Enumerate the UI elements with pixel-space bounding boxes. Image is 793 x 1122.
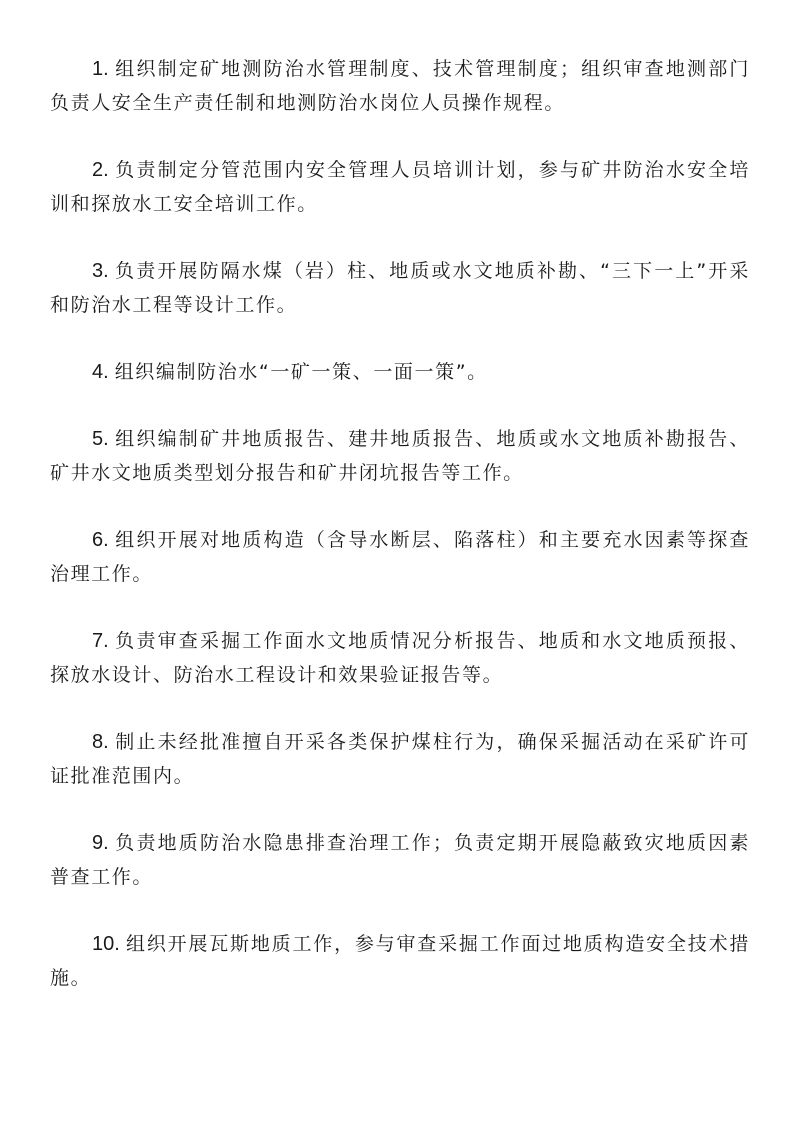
list-item: [50, 826, 750, 894]
item-text: 组织编制防治水“一矿一策、一面一策”。: [114, 361, 488, 383]
document-body: [50, 52, 750, 1028]
list-item: [50, 725, 750, 793]
item-number: 9.: [92, 832, 109, 854]
item-text: 组织制定矿地测防治水管理制度、技术管理制度；组织审查地测部门负责人安全生产责任制和地测防治水岗位人员操作规程。: [50, 58, 750, 114]
item-text: 组织开展对地质构造（含导水断层、陷落柱）和主要充水因素等探查治理工作。: [50, 529, 750, 585]
item-text: 负责审查采掘工作面水文地质情况分析报告、地质和水文地质预报、探放水设计、防治水工程设计和效果验证报告等。: [50, 630, 750, 686]
item-number: 4.: [92, 361, 109, 383]
list-item: [50, 355, 750, 389]
item-text: 组织开展瓦斯地质工作，参与审查采掘工作面过地质构造安全技术措施。: [50, 933, 750, 989]
item-text: 组织编制矿井地质报告、建井地质报告、地质或水文地质补勘报告、矿井水文地质类型划分报告和矿井闭坑报告等工作。: [50, 428, 750, 484]
list-item: [50, 153, 750, 221]
item-text: 负责制定分管范围内安全管理人员培训计划，参与矿井防治水安全培训和探放水工安全培训工作。: [50, 159, 750, 215]
list-item: [50, 927, 750, 995]
item-text: 制止未经批准擅自开采各类保护煤柱行为，确保采掘活动在采矿许可证批准范围内。: [50, 731, 750, 787]
list-item: [50, 254, 750, 322]
item-number: 5.: [92, 428, 109, 450]
item-number: 10.: [92, 933, 120, 955]
item-number: 3.: [92, 260, 109, 282]
list-item: [50, 624, 750, 692]
item-text: 负责地质防治水隐患排查治理工作；负责定期开展隐蔽致灾地质因素普查工作。: [50, 832, 750, 888]
item-number: 6.: [92, 529, 109, 551]
list-item: [50, 523, 750, 591]
list-item: [50, 52, 750, 120]
item-number: 8.: [92, 731, 109, 753]
item-number: 2.: [92, 159, 109, 181]
item-text: 负责开展防隔水煤（岩）柱、地质或水文地质补勘、“三下一上”开采和防治水工程等设计工作。: [50, 260, 750, 316]
item-number: 7.: [92, 630, 109, 652]
list-item: [50, 422, 750, 490]
item-number: 1.: [92, 58, 109, 80]
